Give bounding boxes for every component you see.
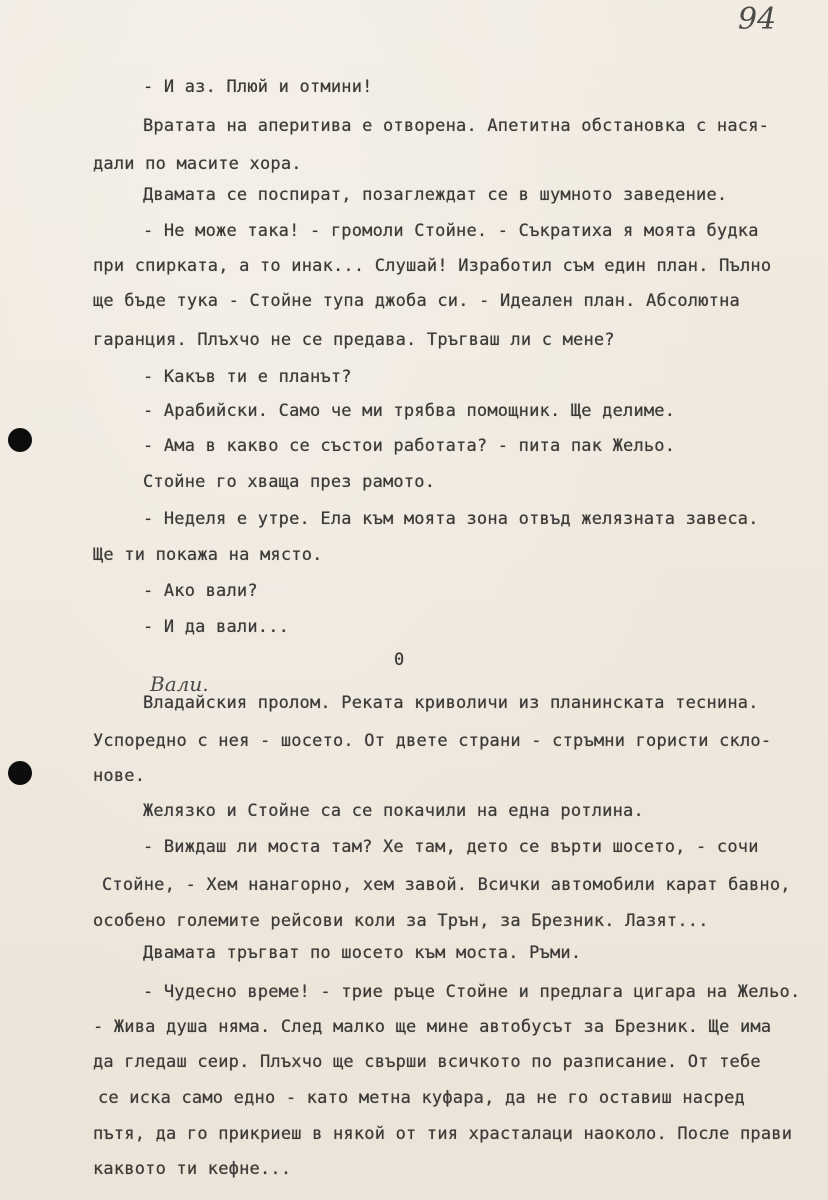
- handwritten-note: Вали.: [150, 672, 209, 696]
- text-line: да гледаш сеир. Плъхчо ще свърши всичкото по разписание. От тебе: [93, 1052, 761, 1072]
- text-line: особено големите рейсови коли за Трън, за Брезник. Лазят...: [93, 911, 709, 931]
- text-line: - Виждаш ли моста там? Хе там, дето се върти шосето, - сочи: [143, 837, 759, 857]
- text-line: - И да вали...: [143, 617, 290, 637]
- text-line: - Неделя е утре. Ела към моята зона отвъд желязната завеса.: [143, 509, 759, 529]
- text-line: гаранция. Плъхчо не се предава. Тръгваш ли с мене?: [93, 330, 615, 350]
- text-line: - Ама в какво се състои работата? - пита пак Жельо.: [143, 436, 676, 456]
- text-line: Владайския пролом. Реката криволичи из планинската теснина.: [143, 693, 759, 713]
- text-line: пътя, да го прикриеш в някой от тия храсталаци наоколо. После прави: [93, 1124, 793, 1144]
- text-line: Стойне го хваща през рамото.: [143, 472, 436, 492]
- text-line: дали по масите хора.: [93, 154, 302, 174]
- text-line: - Ако вали?: [143, 581, 258, 601]
- text-line: - И аз. Плюй и отмини!: [143, 77, 373, 97]
- text-line: - Арабийски. Само че ми трябва помощник. Ще делиме.: [143, 401, 676, 421]
- punch-hole: [8, 761, 32, 785]
- text-line: каквото ти кефне...: [93, 1159, 292, 1179]
- text-line: - Жива душа няма. След малко ще мине автобусът за Брезник. Ще има: [93, 1017, 772, 1037]
- text-line: - Какъв ти е планът?: [143, 367, 352, 387]
- text-line: - Чудесно време! - трие ръце Стойне и предлага цигара на Жельо.: [143, 982, 801, 1002]
- section-separator: 0: [394, 650, 405, 670]
- text-line: при спирката, а то инак... Слушай! Изработил съм един план. Пълно: [93, 256, 772, 276]
- text-line: Вратата на аперитива е отворена. Апетитна обстановка с нася-: [143, 116, 770, 136]
- text-line: ще бъде тука - Стойне тупа джоба си. - Идеален план. Абсолютна: [93, 291, 740, 311]
- text-line: - Не може така! - громоли Стойне. - Съкратиха я моята будка: [143, 221, 759, 241]
- text-line: се иска само едно - като метна куфара, да не го оставиш насред: [98, 1088, 745, 1108]
- text-line: Стойне, - Хем нанагорно, хем завой. Всички автомобили карат бавно,: [102, 875, 791, 895]
- text-line: Двамата тръгват по шосето към моста. Ръми.: [143, 943, 582, 963]
- punch-hole: [8, 428, 32, 452]
- page-number: 94: [738, 2, 777, 37]
- text-line: нове.: [93, 766, 146, 786]
- text-line: Двамата се поспират, позаглеждат се в шумното заведение.: [143, 185, 728, 205]
- text-line: Успоредно с нея - шосето. От двете страни - стръмни гористи скло-: [93, 731, 772, 751]
- text-line: Желязко и Стойне са се покачили на една ротлина.: [143, 801, 644, 821]
- text-line: Ще ти покажа на място.: [93, 545, 323, 565]
